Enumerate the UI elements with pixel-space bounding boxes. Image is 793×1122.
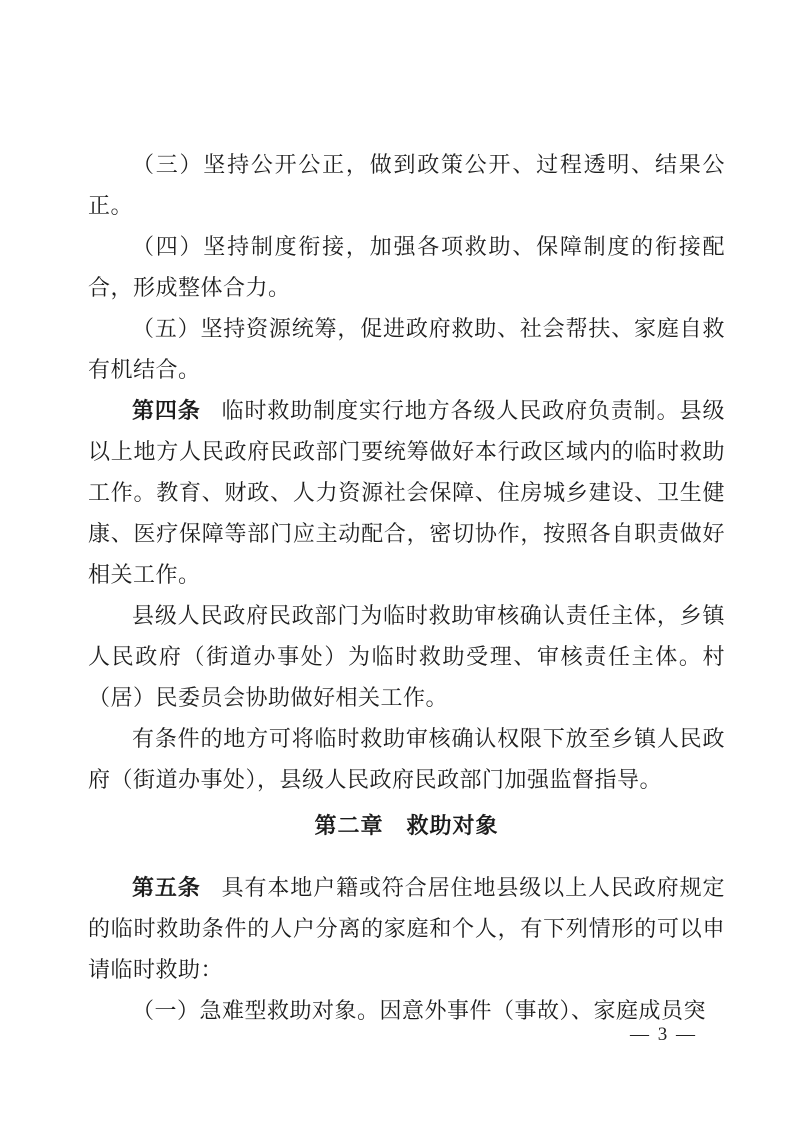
paragraph: （一）急难型救助对象。因意外事件（事故）、家庭成员突 [132,998,707,1023]
page-number: — 3 — [630,1024,697,1045]
paragraph: 县级人民政府民政部门为临时救助审核确认责任主体，乡镇人民政府（街道办事处）为临时救助受理、审核责任主体。村（居）民委员会协助做好相关工作。 [88,603,725,710]
article-number: 第五条 [132,875,201,900]
chapter-heading: 第二章 救助对象 [314,813,499,838]
paragraph: （四）坚持制度衔接，加强各项救助、保障制度的衔接配合，形成整体合力。 [88,234,725,300]
paragraph: 第四条 临时救助制度实行地方各级人民政府负责制。县级以上地方人民政府民政部门要统筹做好本行政区域内的临时救助工作。教育、财政、人力资源社会保障、住房城乡建设、卫生健康、医疗保障等部门应主动配合，密切协作，按照各自职责做好相关工作。 [88,398,725,587]
paragraph: 有条件的地方可将临时救助审核确认权限下放至乡镇人民政府（街道办事处），县级人民政府民政部门加强监督指导。 [88,726,725,792]
paragraph: 第五条 具有本地户籍或符合居住地县级以上人民政府规定的临时救助条件的人户分离的家庭和个人，有下列情形的可以申请临时救助： [88,875,725,982]
page-footer [630,1024,697,1046]
article-number: 第四条 [132,398,201,423]
paragraph: （五）坚持资源统筹，促进政府救助、社会帮扶、家庭自救有机结合。 [88,316,725,382]
paragraph: （三）坚持公开公正，做到政策公开、过程透明、结果公正。 [88,152,725,218]
document-body [88,144,725,1031]
